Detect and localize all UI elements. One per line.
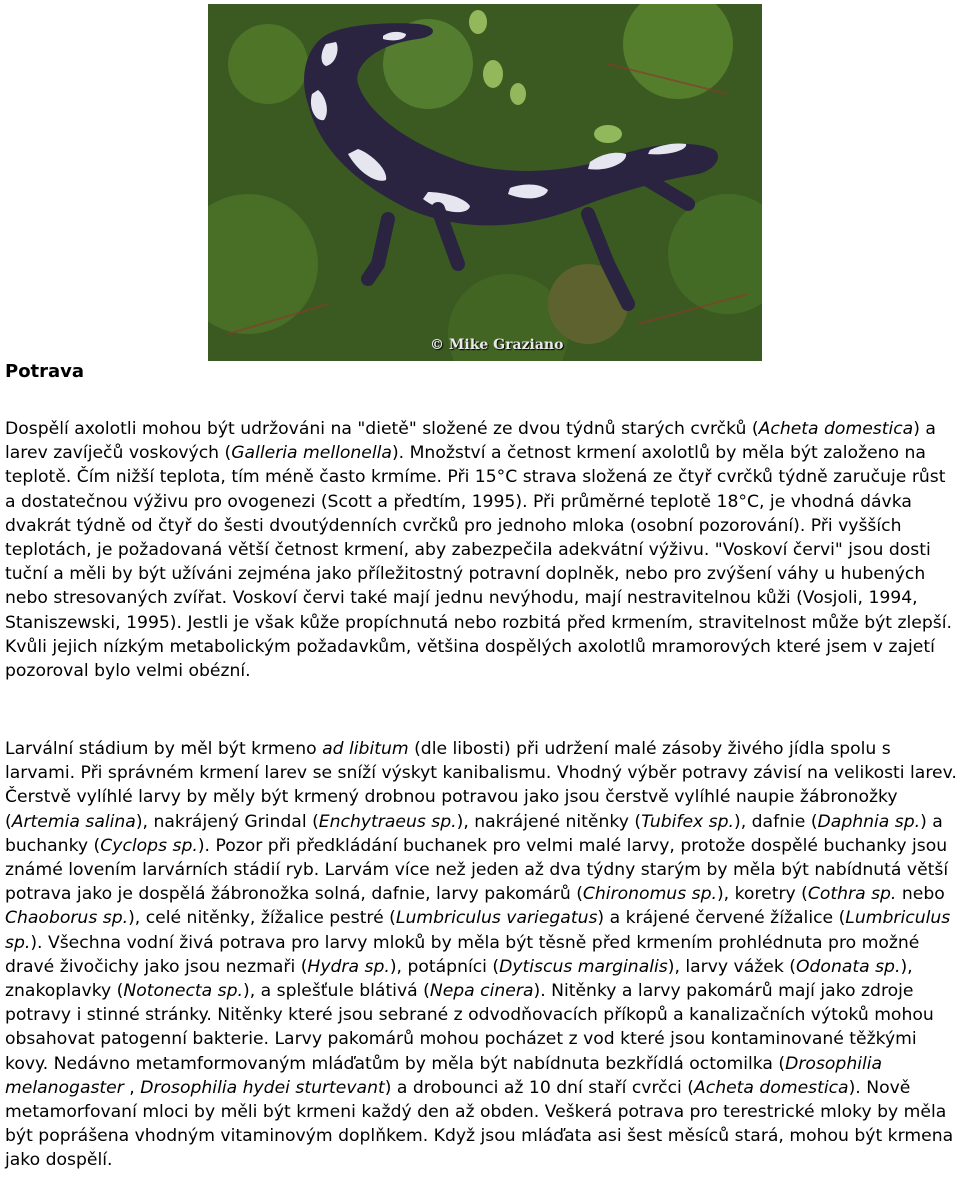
text-run: (dle libosti) při udržení malé zásoby živého jídla spolu s larvami. Při správném krmení larev se sníží výskyt kanibalismu. Vhodný výběr potravy závisí na velikosti larev. Čerstvě vylíhlé larvy by měly být krmený drobnou potravou jako jsou čerstvě vylíhlé naupie žábronožky (: [5, 739, 957, 832]
text-run: ), nakrájený Grindal (: [135, 811, 319, 832]
salamander-photo: [208, 4, 762, 361]
text-run: ) a krájené červené žížalice (: [597, 908, 846, 929]
latin-name: Lumbriculus variegatus: [395, 908, 598, 929]
text-run: ) a buchanky (: [5, 811, 943, 856]
latin-name: Tubifex sp.: [641, 811, 734, 832]
latin-name: Artemia salina: [11, 811, 136, 832]
latin-name: Dytiscus marginalis: [499, 956, 668, 977]
latin-name: Enchytraeus sp.: [318, 811, 457, 832]
latin-name: Galleria mellonella: [231, 443, 392, 464]
text-run: ), koretry (: [716, 884, 808, 905]
latin-name: Cothra sp.: [807, 884, 897, 905]
latin-name: Daphnia sp.: [817, 811, 921, 832]
text-run: ,: [123, 1077, 141, 1098]
text-run: ). Nitěnky a larvy pakomárů mají jako zdroje potravy i stinné stránky. Nitěnky které jsou sebrané z odvodňovacích příkopů a kanalizačních výtoků mohou obsahovat patogenní bakterie. Larvy pakomárů mohou pocházet z vod které jsou kontaminované těžkými kovy. Nedávno metamformovaným mláďatům by měla být nabídnuta bezkřídlá octomilka (: [5, 981, 934, 1074]
paragraph-larval-feeding: [5, 737, 960, 1173]
text-run: ), a splešťule blátivá (: [242, 981, 430, 1002]
latin-name: Odonata sp.: [795, 956, 901, 977]
latin-name: Lumbriculus sp.: [5, 908, 951, 953]
text-run: ), potápníci (: [389, 956, 500, 977]
text-run: ). Množství a četnost krmení axolotlů by měla být založeno na teplotě. Čím nižší teplota, tím méně často krmíme. Při 15°C strava složená ze čtyř cvrčků týdně zaručuje růst a dostatečnou výživu pro ovogenezi (Scott a předtím, 1995). Při průměrné teplotě 18°C, je vhodná dávka dvakrát týdně od čtyř do šesti dvoutýdenních cvrčků pro jednoho mloka (osobní pozorování). Při vyšších teplotách, je požadovaná větší četnost krmení, aby zabezpečila adekvátní výživu. "Voskoví červi" jsou dosti tuční a měli by být užíváni zejména jako příležitostný potravní doplněk, nebo pro zvýšení váhy u hubených nebo stresovaných zvířat. Voskoví červi také mají jednu nevýhodu, mají nestravitelnou kůži (Vosjoli, 1994, Staniszewski, 1995). Jestli je však kůže propíchnutá nebo rozbitá před krmením, stravitelnost může být zlepší. Kvůli jejich nízkým metabolickým požadavkům, většina dospělých axolotlů mramorových které jsem v zajetí pozoroval bylo velmi obézní.: [5, 443, 952, 682]
latin-name: Drosophilia melanogaster: [5, 1053, 883, 1098]
text-run: ), nakrájené nitěnky (: [456, 811, 642, 832]
latin-name: Chironomus sp.: [582, 884, 717, 905]
latin-name: Acheta domestica: [758, 419, 914, 439]
text-run: ) a larev zavíječů voskových (: [5, 419, 936, 464]
text-run: Dospělí axolotli mohou být udržováni na "dietě" složené ze dvou týdnů starých cvrčků (: [5, 419, 759, 439]
text-run: ). Pozor při předkládání buchanek pro velmi malé larvy, protože dospělé buchanky jsou známé lovením larvárních stádií ryb. Larvám více než jeden až dva týdny starým by měla být nabídnutá větší potrava jako je dospělá žábronožka solná, dafnie, larvy pakomárů (: [5, 835, 949, 905]
latin-name: Drosophilia hydei sturtevant: [140, 1077, 385, 1098]
text-run: Larvální stádium by měl být krmeno: [5, 739, 323, 759]
latin-term: ad libitum: [322, 739, 409, 759]
text-run: ). Všechna vodní živá potrava pro larvy mloků by měla být těsně před krmením prohlédnuta pro možné dravé živočichy jako jsou nezmaři (: [5, 932, 920, 977]
photo-credit: © Mike Graziano: [430, 337, 564, 353]
text-run: ). Nově metamorfovaní mloci by měli být krmeni každý den až obden. Veškerá potrava pro terestrické mloky by měla být poprášena vhodným vitaminovým doplňkem. Když jsou mláďata asi šest měsíců stará, mohou být krmena jako dospělí.: [5, 1077, 954, 1171]
section-heading: Potrava: [5, 361, 85, 382]
text-run: ), dafnie (: [734, 811, 818, 832]
latin-name: Chaoborus sp.: [5, 908, 129, 929]
text-run: ), larvy vážek (: [667, 956, 796, 977]
latin-name: Hydra sp.: [307, 956, 390, 977]
text-run: ) a drobounci až 10 dní staří cvrčci (: [384, 1077, 694, 1098]
text-run: nebo: [896, 884, 945, 905]
latin-name: Nepa cinera: [429, 981, 534, 1002]
text-run: ), znakoplavky (: [5, 956, 913, 1002]
salamander-illustration: [208, 4, 762, 361]
latin-name: Notonecta sp.: [123, 981, 243, 1002]
text-run: ), celé nitěnky, žížalice pestré (: [128, 908, 396, 929]
latin-name: Cyclops sp.: [100, 835, 198, 856]
paragraph-adult-feeding: [5, 417, 960, 683]
latin-name: Acheta domestica: [693, 1077, 849, 1098]
